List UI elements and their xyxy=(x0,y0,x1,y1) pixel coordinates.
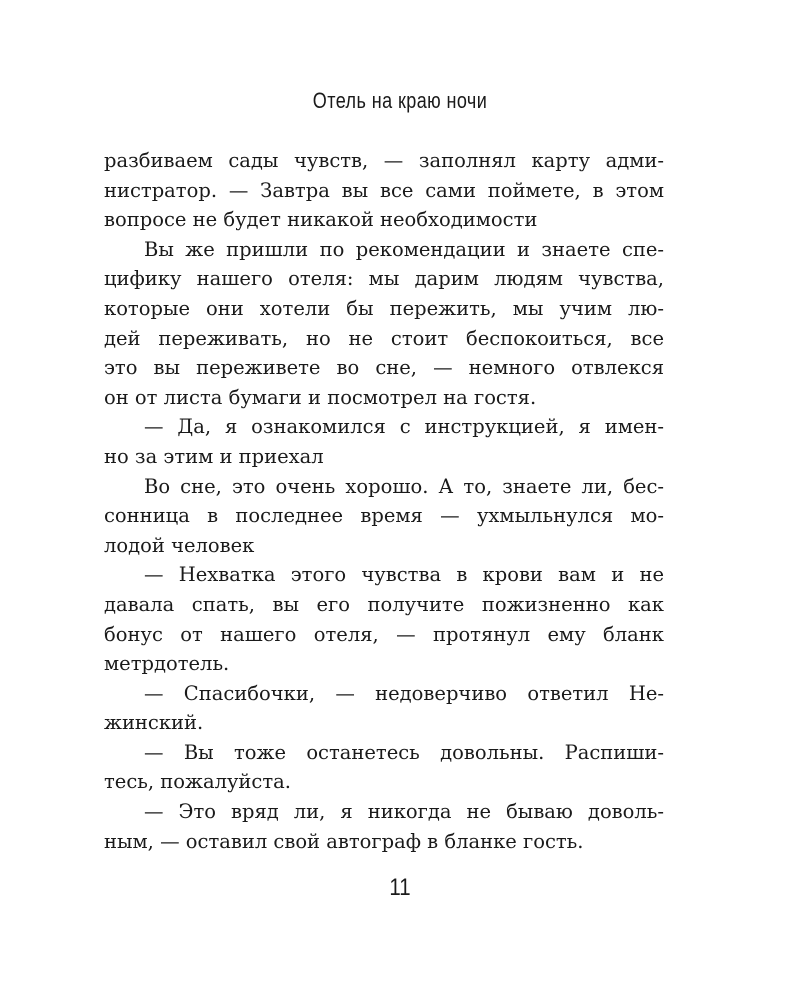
text-line: — Это вряд ли, я никогда не бываю доволь- xyxy=(144,800,664,824)
text-line: он от листа бумаги и посмотрел на гостя. xyxy=(104,385,537,409)
text-line: Вы же пришли по рекомендации и знаете спе- xyxy=(144,237,664,261)
text-line: — Да, я ознакомился с инструкцией, я имен- xyxy=(144,415,664,439)
text-line: дей переживать, но не стоит беспокоиться, все xyxy=(104,326,664,350)
text-line: — Спасибочки, — недоверчиво ответил Не- xyxy=(144,681,664,705)
text-line: но за этим и приехал xyxy=(104,444,324,468)
page-number: 11 xyxy=(389,874,411,901)
text-line: это вы переживете во сне, — немного отвлекся xyxy=(104,356,664,380)
text-line: тесь, пожалуйста. xyxy=(104,770,291,794)
text-line: бонус от нашего отеля, — протянул ему бланк xyxy=(104,622,664,646)
text-line: разбиваем сады чувств, — заполнял карту адми- xyxy=(104,149,664,172)
text-line: лодой человек xyxy=(104,533,255,557)
text-line: ным, — оставил свой автограф в бланке гость. xyxy=(104,829,584,853)
text-line: вопросе не будет никакой необходимости xyxy=(104,208,538,232)
text-line: Во сне, это очень хорошо. А то, знаете ли, бес- xyxy=(144,474,664,498)
text-line: нистратор. — Завтра вы все сами поймете, в этом xyxy=(104,178,664,202)
text-line: цифику нашего отеля: мы дарим людям чувства, xyxy=(104,267,664,291)
text-line: — Нехватка этого чувства в крови вам и не xyxy=(144,563,664,587)
running-title: Отель на краю ночи xyxy=(312,88,488,113)
text-line: которые они хотели бы пережить, мы учим лю- xyxy=(104,296,664,320)
body-text xyxy=(104,146,664,856)
text-line: жинский. xyxy=(104,711,204,735)
text-line: метрдотель. xyxy=(104,652,230,676)
text-line: — Вы тоже останетесь довольны. Распиши- xyxy=(144,740,664,764)
text-line: сонница в последнее время — ухмыльнулся мо- xyxy=(104,504,664,528)
text-line: давала спать, вы его получите пожизненно как xyxy=(104,592,664,616)
